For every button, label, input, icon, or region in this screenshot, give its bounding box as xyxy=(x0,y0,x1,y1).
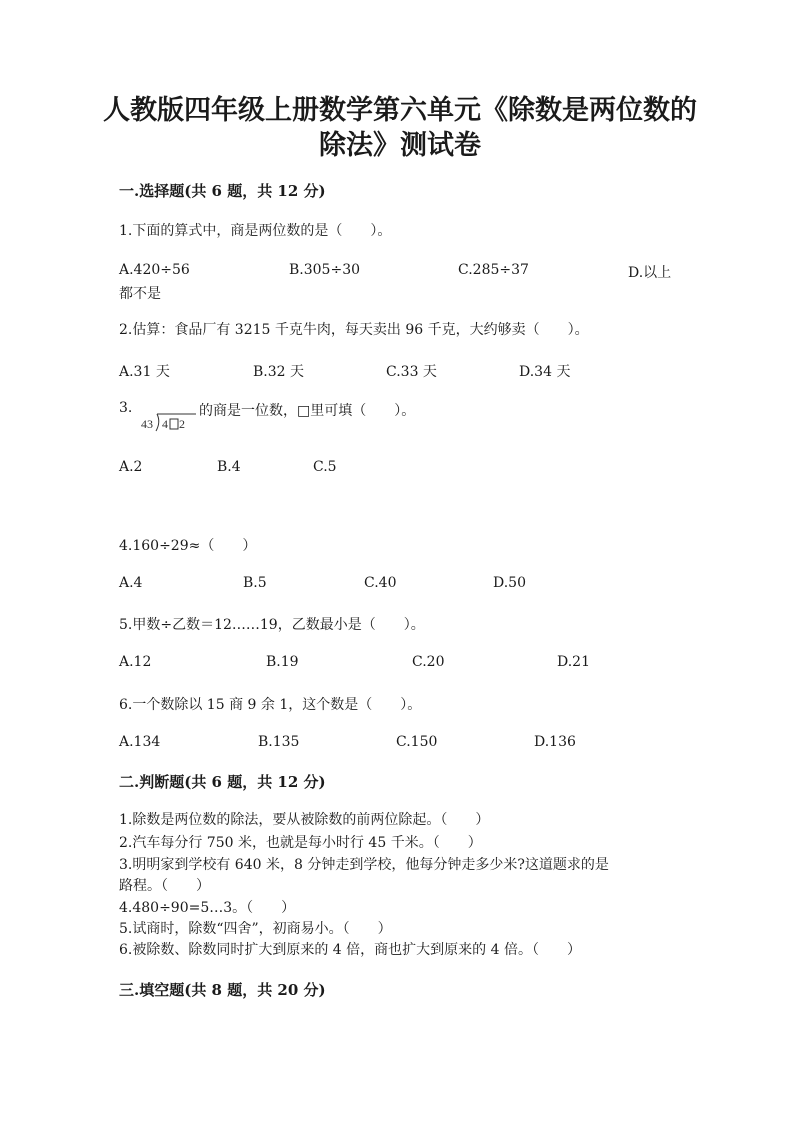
judgement-item-6: 6.被除数、除数同时扩大到原来的 4 倍，商也扩大到原来的 4 倍。（ ） xyxy=(119,942,581,958)
q6-option-c: C.150 xyxy=(396,734,438,750)
judgement-item-3: 3.明明家到学校有 640 米，8 分钟走到学校，他每分钟走多少米?这道题求的是 xyxy=(119,857,609,873)
blank-box xyxy=(170,419,178,429)
q4-option-d: D.50 xyxy=(493,575,526,591)
title-line-2: 除法》测试卷 xyxy=(319,130,481,161)
question-2: 2.估算：食品厂有 3215 千克牛肉，每天卖出 96 千克，大约够卖（ ）。 xyxy=(119,322,589,338)
q1-option-d: D.以上 xyxy=(628,265,672,281)
q3-option-b: B.4 xyxy=(217,459,241,475)
q2-option-b: B.32 天 xyxy=(253,364,305,380)
q1-option-d-continued: 都不是 xyxy=(119,286,161,302)
dividend-first-digit: 4 xyxy=(162,417,168,431)
q1-option-b: B.305÷30 xyxy=(289,262,361,278)
q3-option-c: C.5 xyxy=(313,459,337,475)
q4-option-b: B.5 xyxy=(243,575,267,591)
q2-option-a: A.31 天 xyxy=(119,364,170,380)
question-3-number: 3. xyxy=(119,400,133,416)
divisor-text: 43 xyxy=(141,417,153,431)
judgement-item-1: 1.除数是两位数的除法，要从被除数的前两位除起。（ ） xyxy=(119,812,490,828)
question-3: 的商是一位数，□里可填（ ）。 xyxy=(199,403,416,419)
title-line-1: 人教版四年级上册数学第六单元《除数是两位数的 xyxy=(103,95,697,126)
section-heading-fill-in: 三.填空题(共 8 题，共 20 分) xyxy=(119,981,326,999)
judgement-item-4: 4.480÷90=5…3。（ ） xyxy=(119,900,296,916)
dividend-last-digit: 2 xyxy=(179,417,185,431)
q6-option-b: B.135 xyxy=(258,734,300,750)
judgement-item-3-continued: 路程。（ ） xyxy=(119,878,210,894)
long-division-figure xyxy=(138,409,198,433)
q4-option-c: C.40 xyxy=(364,575,397,591)
q3-option-a: A.2 xyxy=(119,459,143,475)
page-title xyxy=(80,93,720,163)
division-bracket xyxy=(156,414,159,431)
q4-option-a: A.4 xyxy=(119,575,143,591)
q2-option-c: C.33 天 xyxy=(386,364,437,380)
question-1: 1.下面的算式中，商是两位数的是（ ）。 xyxy=(119,223,392,239)
q6-option-d: D.136 xyxy=(534,734,576,750)
question-4: 4.160÷29≈（ ） xyxy=(119,538,257,554)
q5-option-b: B.19 xyxy=(266,654,299,670)
q1-option-a: A.420÷56 xyxy=(119,262,190,278)
q5-option-c: C.20 xyxy=(412,654,445,670)
q5-option-d: D.21 xyxy=(557,654,590,670)
q6-option-a: A.134 xyxy=(119,734,161,750)
q2-option-d: D.34 天 xyxy=(519,364,571,380)
question-6: 6.一个数除以 15 商 9 余 1，这个数是（ ）。 xyxy=(119,697,422,713)
section-heading-choice: 一.选择题(共 6 题，共 12 分) xyxy=(119,182,326,200)
judgement-item-2: 2.汽车每分行 750 米，也就是每小时行 45 千米。（ ） xyxy=(119,835,482,851)
question-5: 5.甲数÷乙数＝12……19，乙数最小是（ ）。 xyxy=(119,617,425,633)
q5-option-a: A.12 xyxy=(119,654,152,670)
judgement-item-5: 5.试商时，除数“四舍”，初商易小。（ ） xyxy=(119,921,392,937)
q1-option-c: C.285÷37 xyxy=(458,262,529,278)
section-heading-judgement: 二.判断题(共 6 题，共 12 分) xyxy=(119,773,326,791)
